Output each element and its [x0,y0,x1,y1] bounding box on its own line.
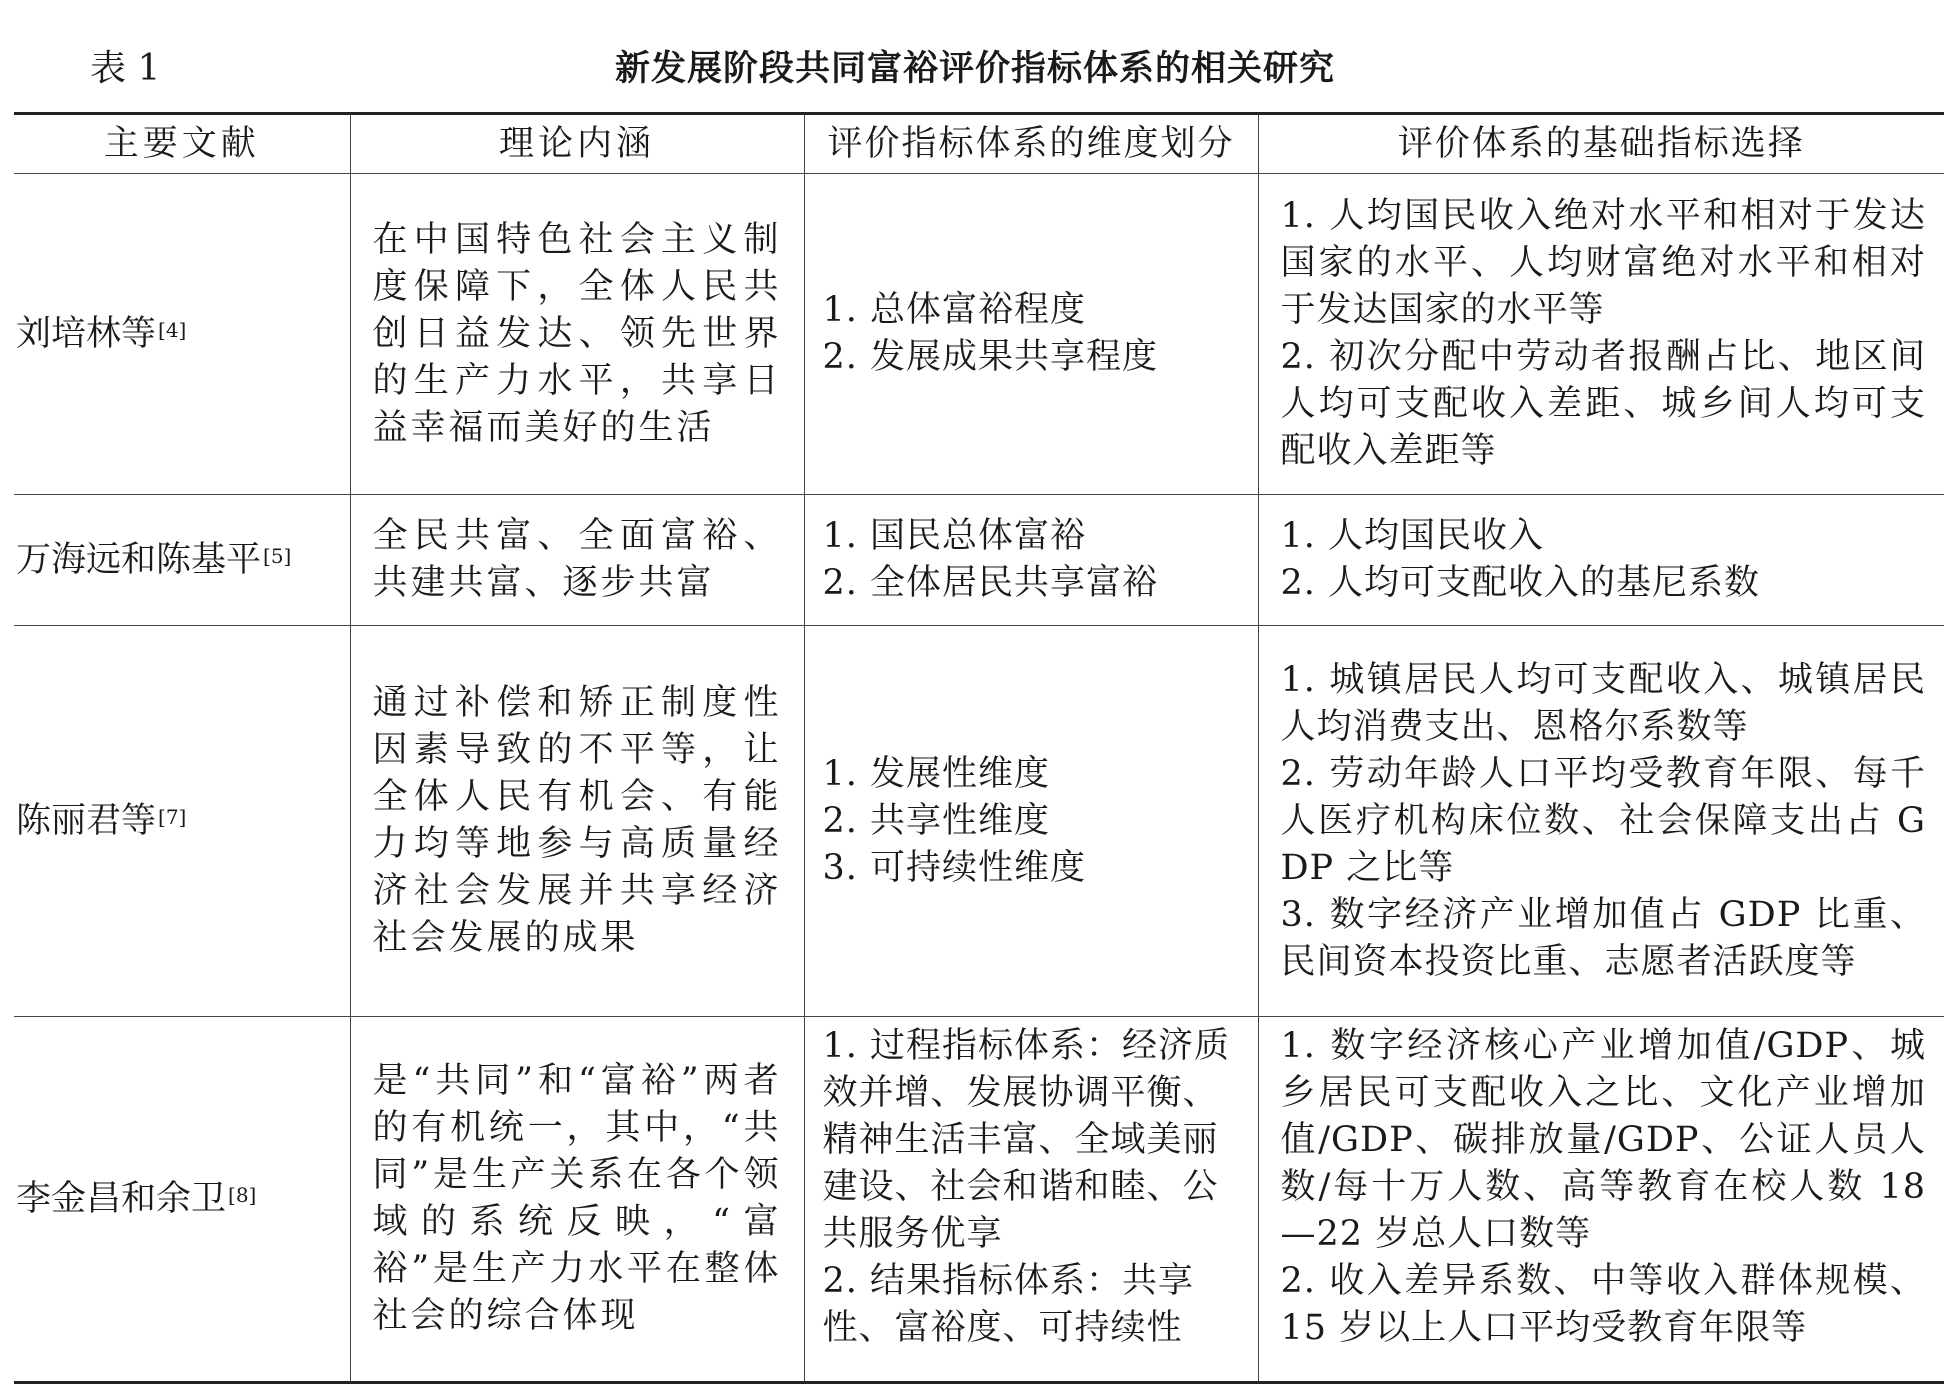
indicator-item: 1. 人均国民收入 [1280,516,1545,556]
indicators-cell [1258,626,1944,1017]
literature-name: 陈丽君等 [16,800,157,841]
table-row [14,626,1944,1017]
dimension-item: 1. 过程指标体系：经济质效并增、发展协调平衡、精神生活丰富、全域美丽建设、社会和谐和睦、公共服务优享 [822,1026,1231,1254]
table-number: 表 1 [90,48,161,89]
research-table [14,112,1944,1384]
dimension-item: 2. 共享性维度 [822,800,1051,841]
connotation-cell: 在中国特色社会主义制度保障下，全体人民共创日益发达、领先世界的生产力水平，共享日益幸福而美好的生活 [350,174,804,495]
indicator-item: 1. 城镇居民人均可支配收入、城镇居民人均消费支出、恩格尔系数等 [1280,659,1926,747]
indicators-cell [1258,495,1944,626]
table-title: 新发展阶段共同富裕评价指标体系的相关研究 [614,49,1335,89]
indicator-item: 2. 劳动年龄人口平均受教育年限、每千人医疗机构床位数、社会保障支出占 GDP 之比等 [1280,753,1926,888]
indicators-cell [1258,174,1944,495]
indicator-item: 2. 收入差异系数、中等收入群体规模、15 岁以上人口平均受教育年限等 [1280,1261,1926,1348]
connotation-cell: 全民共富、全面富裕、共建共富、逐步共富 [350,495,804,626]
literature-cell [14,174,350,495]
header-dimensions: 评价指标体系的维度划分 [804,114,1258,174]
indicator-item: 3. 数字经济产业增加值占 GDP 比重、民间资本投资比重、志愿者活跃度等 [1280,894,1926,982]
dimension-item: 1. 总体富裕程度 [822,290,1087,330]
literature-cell [14,495,350,626]
indicator-item: 2. 初次分配中劳动者报酬占比、地区间人均可支配收入差距、城乡间人均可支配收入差距等 [1280,337,1926,471]
literature-name: 李金昌和余卫 [16,1178,227,1219]
header-literature: 主要文献 [14,114,350,174]
reference-mark: [7] [158,804,187,829]
header-indicators: 评价体系的基础指标选择 [1258,114,1944,174]
literature-name: 万海远和陈基平 [16,539,262,580]
dimension-item: 1. 国民总体富裕 [822,516,1087,556]
table-row [14,174,1944,495]
dimension-item: 2. 发展成果共享程度 [822,337,1159,377]
literature-cell [14,1017,350,1383]
dimension-item: 2. 结果指标体系：共享性、富裕度、可持续性 [822,1261,1195,1348]
header-row [14,114,1944,174]
dimensions-cell [804,495,1258,626]
indicator-item: 2. 人均可支配收入的基尼系数 [1280,563,1761,603]
dimensions-cell [804,174,1258,495]
table-row [14,1017,1944,1383]
header-connotation: 理论内涵 [350,114,804,174]
connotation-cell: 通过补偿和矫正制度性因素导致的不平等，让全体人民有机会、有能力均等地参与高质量经济社会发展并共享经济社会发展的成果 [350,626,804,1017]
indicator-item: 1. 数字经济核心产业增加值/GDP、城乡居民可支配收入之比、文化产业增加值/GDP、碳排放量/GDP、公证人员人数/每十万人数、高等教育在校人数 18—22 岁总人口数等 [1280,1026,1926,1254]
dimensions-cell [804,1017,1258,1383]
indicators-cell [1258,1017,1944,1383]
dimension-item: 3. 可持续性维度 [822,847,1087,888]
dimension-item: 2. 全体居民共享富裕 [822,563,1159,603]
reference-mark: [5] [263,543,292,568]
table-row [14,495,1944,626]
connotation-cell: 是“共同”和“富裕”两者的有机统一，其中，“共同”是生产关系在各个领域的系统反映，“富裕”是生产力水平在整体社会的综合体现 [350,1017,804,1383]
dimension-item: 1. 发展性维度 [822,753,1051,794]
dimensions-cell [804,626,1258,1017]
indicator-item: 1. 人均国民收入绝对水平和相对于发达国家的水平、人均财富绝对水平和相对于发达国家的水平等 [1280,196,1926,330]
literature-name: 刘培林等 [16,313,157,354]
reference-mark: [8] [228,1182,257,1207]
literature-cell [14,626,350,1017]
reference-mark: [4] [158,317,187,342]
